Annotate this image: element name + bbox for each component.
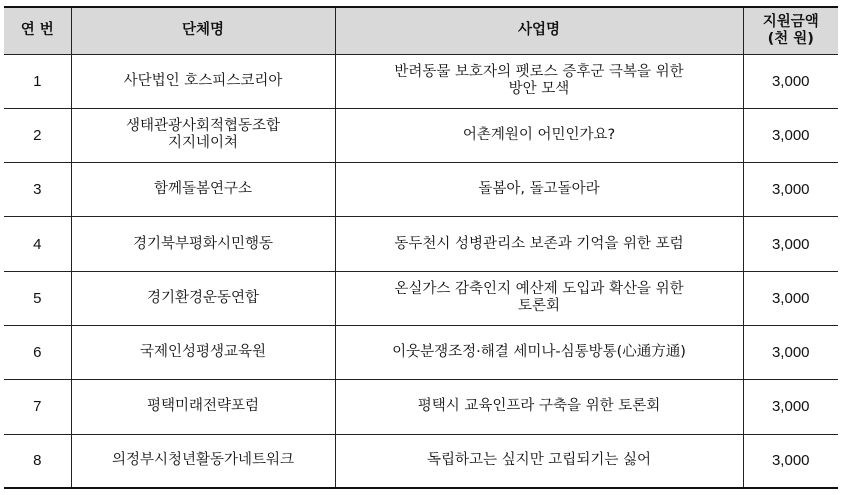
row-project <box>335 217 743 271</box>
table-row <box>4 434 838 488</box>
project-line: 평택시 교육인프라 구축을 위한 토론회 <box>417 398 661 415</box>
table-row <box>4 108 838 162</box>
row-number: 6 <box>4 325 71 379</box>
project-line: 반려동물 보호자의 펫로스 증후군 극복을 위한 <box>394 64 684 81</box>
row-project <box>335 163 743 217</box>
organization-line: 평택미래전략포럼 <box>146 398 260 415</box>
table-row <box>4 54 838 108</box>
row-number: 5 <box>4 271 71 325</box>
project-line: 이웃분쟁조정·해결 세미나-심통방통(心通方通) <box>392 344 686 361</box>
organization-line: 경기북부평화시민행동 <box>132 235 274 252</box>
header-amount-line1: 지원금액 <box>762 13 819 30</box>
project-line: 동두천시 성병관리소 보존과 기억을 위한 포럼 <box>394 235 684 252</box>
row-project <box>335 108 743 162</box>
project-line: 어촌계원이 어민인가요? <box>462 126 616 143</box>
row-organization <box>71 325 335 379</box>
row-amount: 3,000 <box>743 217 838 271</box>
row-number: 8 <box>4 434 71 488</box>
organization-line: 의정부시청년활동가네트워크 <box>111 452 295 469</box>
row-project <box>335 325 743 379</box>
row-number: 2 <box>4 108 71 162</box>
grant-table <box>4 6 838 489</box>
row-organization <box>71 54 335 108</box>
header-number: 연 번 <box>4 7 71 54</box>
row-number: 4 <box>4 217 71 271</box>
header-organization: 단체명 <box>71 7 335 54</box>
header-amount <box>743 7 838 54</box>
organization-line: 경기환경운동연합 <box>146 289 260 306</box>
row-organization <box>71 163 335 217</box>
table-row <box>4 325 838 379</box>
row-project <box>335 380 743 434</box>
project-line: 독립하고는 싶지만 고립되기는 싫어 <box>427 452 651 469</box>
row-organization <box>71 108 335 162</box>
organization-line: 생태관광사회적협동조합 <box>125 118 281 135</box>
row-amount: 3,000 <box>743 108 838 162</box>
row-number: 3 <box>4 163 71 217</box>
table-row <box>4 380 838 434</box>
header-amount-line2: (천 원) <box>767 30 814 47</box>
organization-line: 국제인성평생교육원 <box>139 344 267 361</box>
row-organization <box>71 217 335 271</box>
table-row <box>4 163 838 217</box>
row-number: 1 <box>4 54 71 108</box>
project-line: 토론회 <box>517 298 561 315</box>
row-organization <box>71 271 335 325</box>
row-amount: 3,000 <box>743 271 838 325</box>
row-project <box>335 271 743 325</box>
project-line: 온실가스 감축인지 예산제 도입과 확산을 위한 <box>394 281 684 298</box>
organization-line: 지지네이쳐 <box>167 135 239 152</box>
project-line: 돌봄아, 돌고돌아라 <box>478 181 600 198</box>
row-amount: 3,000 <box>743 434 838 488</box>
row-organization <box>71 380 335 434</box>
row-project <box>335 434 743 488</box>
row-project <box>335 54 743 108</box>
row-amount: 3,000 <box>743 163 838 217</box>
row-number: 7 <box>4 380 71 434</box>
grant-table-container <box>4 6 838 489</box>
row-amount: 3,000 <box>743 325 838 379</box>
table-row <box>4 271 838 325</box>
header-project: 사업명 <box>335 7 743 54</box>
row-amount: 3,000 <box>743 54 838 108</box>
project-line: 방안 모색 <box>508 81 570 98</box>
table-row <box>4 217 838 271</box>
row-amount: 3,000 <box>743 380 838 434</box>
organization-line: 함께돌봄연구소 <box>153 181 253 198</box>
organization-line: 사단법인 호스피스코리아 <box>123 72 283 89</box>
header-row <box>4 7 838 54</box>
row-organization <box>71 434 335 488</box>
